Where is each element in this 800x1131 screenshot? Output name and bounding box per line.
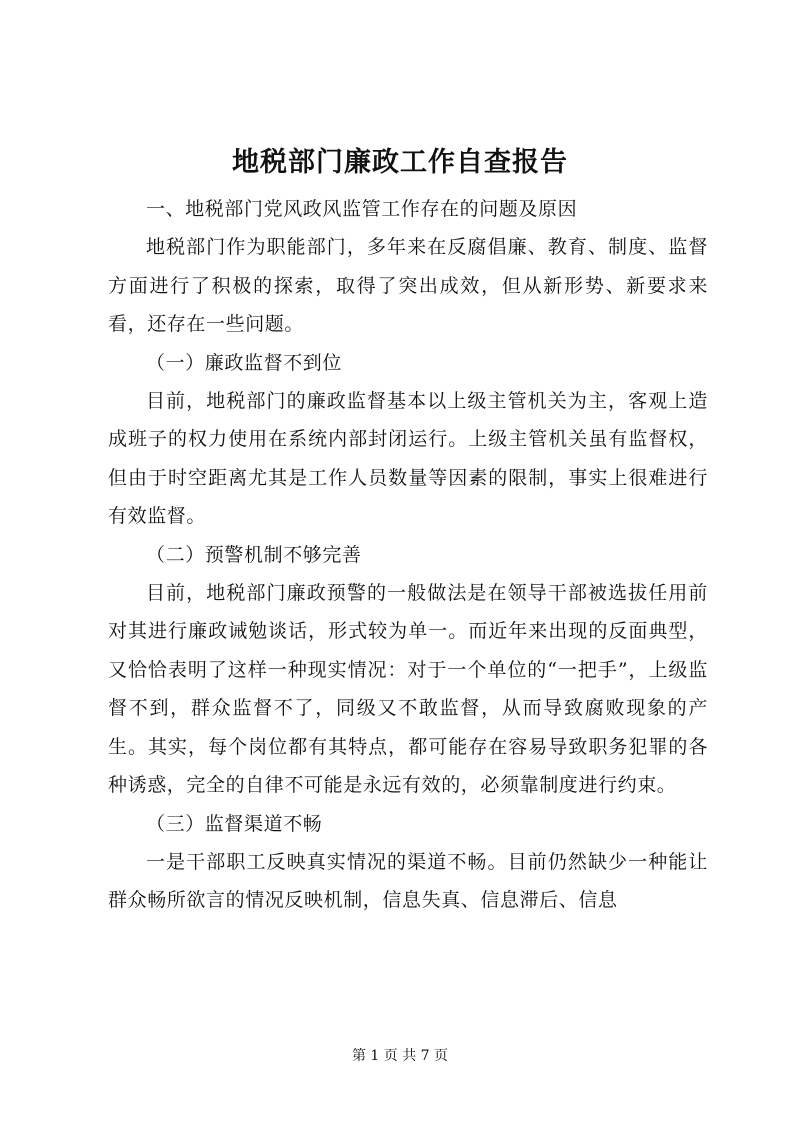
- subsection-heading: （一）廉政监督不到位: [146, 351, 343, 374]
- body-paragraph: 地税部门作为职能部门，多年来在反腐倡廉、教育、制度、监督方面进行了积极的探索，取得了突出成效，但从新形势、新要求来看，还存在一些问题。: [108, 236, 708, 336]
- page-footer: 第 1 页 共 7 页: [351, 1048, 449, 1064]
- subsection-heading: （二）预警机制不够完善: [146, 543, 362, 566]
- body-paragraph: 一是干部职工反映真实情况的渠道不畅。目前仍然缺少一种能让群众畅所欲言的情况反映机制，信息失真、信息滞后、信息: [108, 850, 708, 912]
- body-paragraph: 目前，地税部门的廉政监督基本以上级主管机关为主，客观上造成班子的权力使用在系统内部封闭运行。上级主管机关虽有监督权，但由于时空距离尤其是工作人员数量等因素的限制，事实上很难进行有效监督。: [108, 390, 708, 528]
- section-heading: 一、地税部门党风政风监管工作存在的问题及原因: [146, 198, 578, 220]
- body-paragraph: 目前，地税部门廉政预警的一般做法是在领导干部被选拔任用前对其进行廉政诫勉谈话，形式较为单一。而近年来出现的反面典型，又恰恰表明了这样一种现实情况：对于一个单位的“一把手”，上级监督不到，群众监督不了，同级又不敢监督，从而导致腐败现象的产生。其实，每个岗位都有其特点，都可能存在容易导致职务犯罪的各种诱惑，完全的自律不可能是永远有效的，必须靠制度进行约束。: [108, 582, 708, 797]
- document-body: [108, 190, 708, 920]
- document-title: 地税部门廉政工作自查报告: [232, 147, 568, 178]
- subsection-heading: （三）监督渠道不畅: [146, 812, 323, 835]
